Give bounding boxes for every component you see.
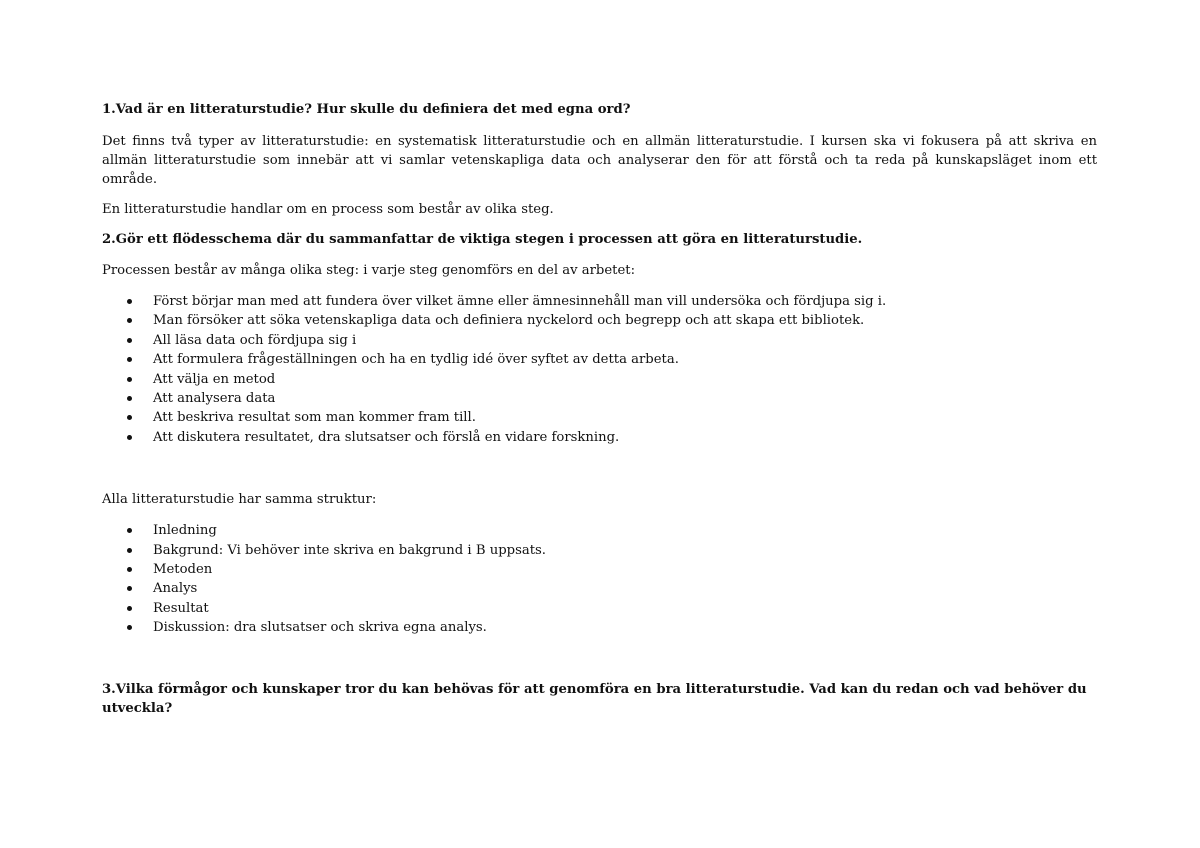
bullet-icon (127, 625, 132, 630)
list-item (102, 311, 1097, 330)
list-item-text: Att beskriva resultat som man kommer fram till. (153, 410, 476, 426)
question-3-heading: 3.Vilka förmågor och kunskaper tror du kan behövas för att genomföra en bra litteraturstudie. Vad kan du redan och vad behöver du utveckla? (102, 682, 1087, 717)
list-item (102, 541, 1097, 560)
bullet-icon (127, 318, 132, 323)
process-steps-list (102, 292, 1097, 447)
list-item (102, 389, 1097, 408)
list-item-text: Att analysera data (153, 390, 276, 406)
list-item-text: Diskussion: dra slutsatser och skriva egna analys. (153, 620, 487, 636)
list-item-text: Metoden (153, 561, 213, 577)
document-page (102, 100, 1097, 718)
bullet-icon (127, 435, 132, 440)
bullet-icon (127, 377, 132, 382)
process-intro: Processen består av många olika steg: i varje steg genomförs en del av arbetet: (102, 263, 636, 278)
list-item (102, 428, 1097, 447)
question-1-paragraph-2: En litteraturstudie handlar om en process som består av olika steg. (102, 202, 554, 217)
bullet-icon (127, 357, 132, 362)
bullet-icon (127, 606, 132, 611)
list-item (102, 618, 1097, 637)
list-item (102, 408, 1097, 427)
structure-intro: Alla litteraturstudie har samma struktur: (102, 492, 377, 508)
list-item (102, 350, 1097, 369)
list-item (102, 370, 1097, 389)
bullet-icon (127, 299, 132, 304)
bullet-icon (127, 567, 132, 572)
list-item (102, 599, 1097, 618)
bullet-icon (127, 548, 132, 553)
bullet-icon (127, 396, 132, 401)
bullet-icon (127, 528, 132, 533)
list-item-text: Att formulera frågeställningen och ha en tydlig idé över syftet av detta arbeta. (153, 352, 679, 368)
list-item (102, 292, 1097, 311)
list-item-text: Först börjar man med att fundera över vilket ämne eller ämnesinnehåll man vill undersöka och fördjupa sig i. (153, 294, 887, 309)
question-1-paragraph-1: Det finns två typer av litteraturstudie: en systematisk litteraturstudie och en allmän litteraturstudie. I kursen ska vi fokusera på att skriva en allmän litteraturstudie som innebär att vi samlar vetenskapliga data och analyserar den för att förstå och ta reda på kunskapsläget inom ett område. (102, 134, 1097, 187)
question-2-heading: 2.Gör ett flödesschema där du sammanfattar de viktiga stegen i processen att göra en litteraturstudie. (102, 232, 863, 247)
bullet-icon (127, 586, 132, 591)
list-item-text: Resultat (153, 600, 209, 616)
bullet-icon (127, 415, 132, 420)
structure-list (102, 521, 1097, 637)
list-item-text: Man försöker att söka vetenskapliga data och definiera nyckelord och begrepp och att skapa ett bibliotek. (153, 313, 865, 329)
list-item-text: Bakgrund: Vi behöver inte skriva en bakgrund i B uppsats. (153, 542, 546, 558)
list-item (102, 579, 1097, 598)
list-item-text: Att diskutera resultatet, dra slutsatser och förslå en vidare forskning. (153, 429, 620, 445)
bullet-icon (127, 338, 132, 343)
list-item-text: Att välja en metod (153, 371, 276, 387)
question-1-heading: 1.Vad är en litteraturstudie? Hur skulle du definiera det med egna ord? (102, 102, 631, 117)
list-item (102, 331, 1097, 350)
list-item-text: Inledning (153, 523, 217, 539)
list-item-text: Analys (153, 581, 198, 597)
list-item-text: All läsa data och fördjupa sig i (153, 332, 357, 348)
list-item (102, 560, 1097, 579)
list-item (102, 521, 1097, 540)
